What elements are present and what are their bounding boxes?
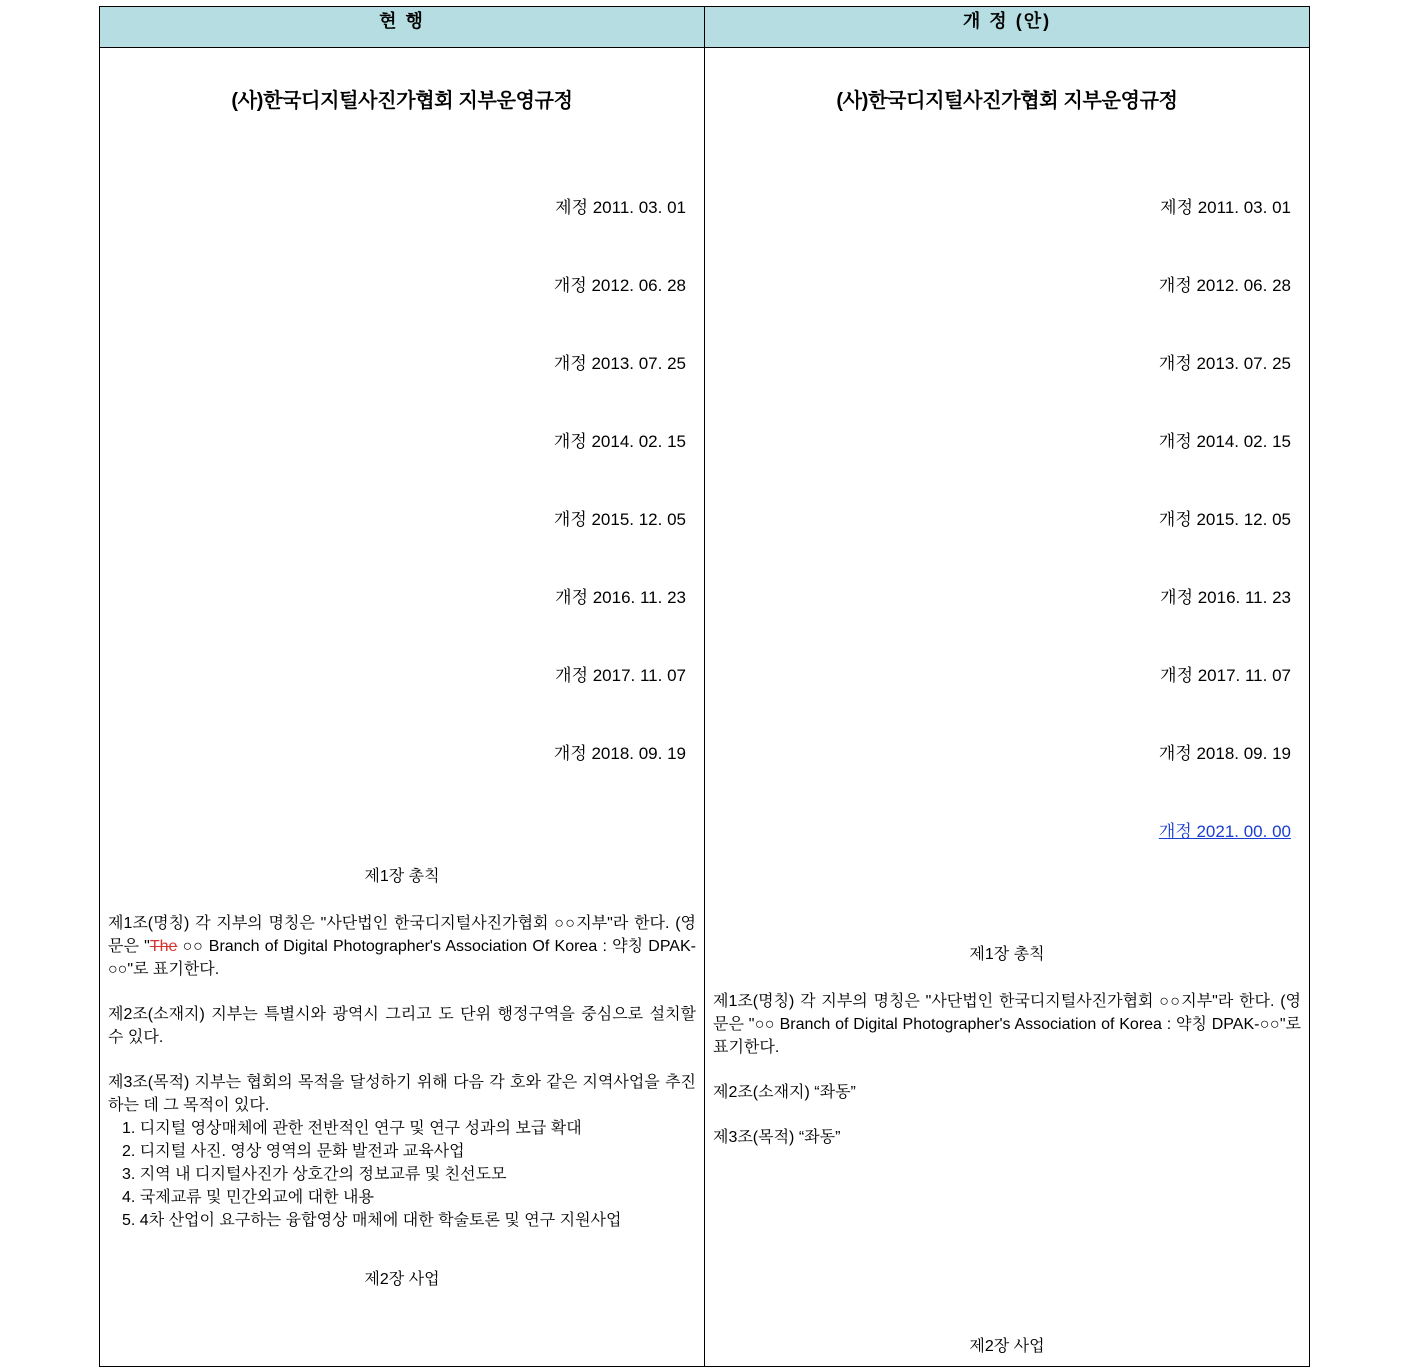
revised-article2: 제2조(소재지) “좌동”: [713, 1084, 856, 1101]
current-chapter1-heading: 제1장 총칙: [364, 868, 440, 885]
date-line-added: 개정 2021. 00. 00: [1158, 822, 1291, 841]
column-header-current: 현 행: [100, 7, 705, 48]
current-article3-item: 3. 지역 내 디지털사진가 상호간의 정보교류 및 친선도모: [122, 1166, 507, 1183]
table-body: [100, 48, 1310, 1367]
date-line: 개정 2013. 07. 25: [1158, 354, 1291, 373]
date-line: 개정 2013. 07. 25: [553, 354, 686, 373]
date-line: 개정 2017. 11. 07: [555, 666, 686, 685]
article1-part-b: ○○ Branch of Digital Photographer's Association Of Korea : 약칭 DPAK-○○"로 표기한다.: [108, 938, 696, 978]
current-article1: [108, 912, 696, 981]
revised-doc-title: (사)한국디지털사진가협회 지부운영규정: [836, 90, 1178, 112]
current-article3: 제3조(목적) 지부는 협회의 목적을 달성하기 위해 다음 각 호와 같은 지역사업을 추진하는 데 그 목적이 있다.: [108, 1074, 696, 1114]
current-article3-item: 4. 국제교류 및 민간외교에 대한 내용: [122, 1189, 374, 1206]
revised-spacer: [713, 1149, 1301, 1299]
revised-article1: 제1조(명칭) 각 지부의 명칭은 "사단법인 한국디지털사진가협회 ○○지부"라 한다. (영문은 "○○ Branch of Digital Photographer's Association of Korea : 약칭 DPAK-○○"로 표기한다.: [713, 993, 1301, 1056]
date-line: 제정 2011. 03. 01: [1160, 198, 1291, 217]
date-line: 개정 2014. 02. 15: [1158, 432, 1291, 451]
table-header-row: [100, 7, 1310, 48]
current-chapter2-heading: 제2장 사업: [364, 1271, 440, 1288]
date-line: 개정 2016. 11. 23: [1160, 588, 1291, 607]
article1-struck-text: The: [149, 938, 178, 955]
comparison-table: [99, 6, 1310, 1367]
table-row: [100, 48, 1310, 1367]
date-line: 개정 2017. 11. 07: [1160, 666, 1291, 685]
article1-part-a: 제1조(명칭) 각 지부의 명칭은 "사단법인 한국디지털사진가협회 ○○지부"라 한다. (영문은 ": [108, 915, 696, 955]
date-line: 개정 2018. 09. 19: [1158, 744, 1291, 763]
revised-chapter2-heading: 제2장 사업: [969, 1338, 1045, 1355]
column-header-revised: 개 정 (안): [705, 7, 1310, 48]
current-article2: 제2조(소재지) 지부는 특별시와 광역시 그리고 도 단위 행정구역을 중심으로 설치할 수 있다.: [108, 1006, 696, 1046]
cell-revised-text: [705, 48, 1310, 1367]
date-line: 개정 2014. 02. 15: [553, 432, 686, 451]
cell-current-text: [100, 48, 705, 1367]
date-line: 개정 2018. 09. 19: [553, 744, 686, 763]
current-article3-item: 2. 디지털 사진. 영상 영역의 문화 발전과 교육사업: [122, 1143, 465, 1160]
revised-revision-dates: [713, 143, 1301, 897]
current-article3-item: 5. 4차 산업이 요구하는 융합영상 매체에 대한 학술토론 및 연구 지원사업: [122, 1212, 622, 1229]
current-article3-item: 1. 디지털 영상매체에 관한 전반적인 연구 및 연구 성과의 보급 확대: [122, 1120, 582, 1137]
date-line: 개정 2012. 06. 28: [1158, 276, 1291, 295]
date-line: 개정 2016. 11. 23: [555, 588, 686, 607]
current-revision-dates: [108, 143, 696, 819]
table-header: [100, 7, 1310, 48]
date-line: 개정 2012. 06. 28: [553, 276, 686, 295]
date-line: 개정 2015. 12. 05: [1158, 510, 1291, 529]
date-line: 제정 2011. 03. 01: [555, 198, 686, 217]
revised-article3: 제3조(목적) “좌동”: [713, 1129, 841, 1146]
date-line: 개정 2015. 12. 05: [553, 510, 686, 529]
current-doc-title: (사)한국디지털사진가협회 지부운영규정: [231, 90, 573, 112]
revised-chapter1-heading: 제1장 총칙: [969, 946, 1045, 963]
